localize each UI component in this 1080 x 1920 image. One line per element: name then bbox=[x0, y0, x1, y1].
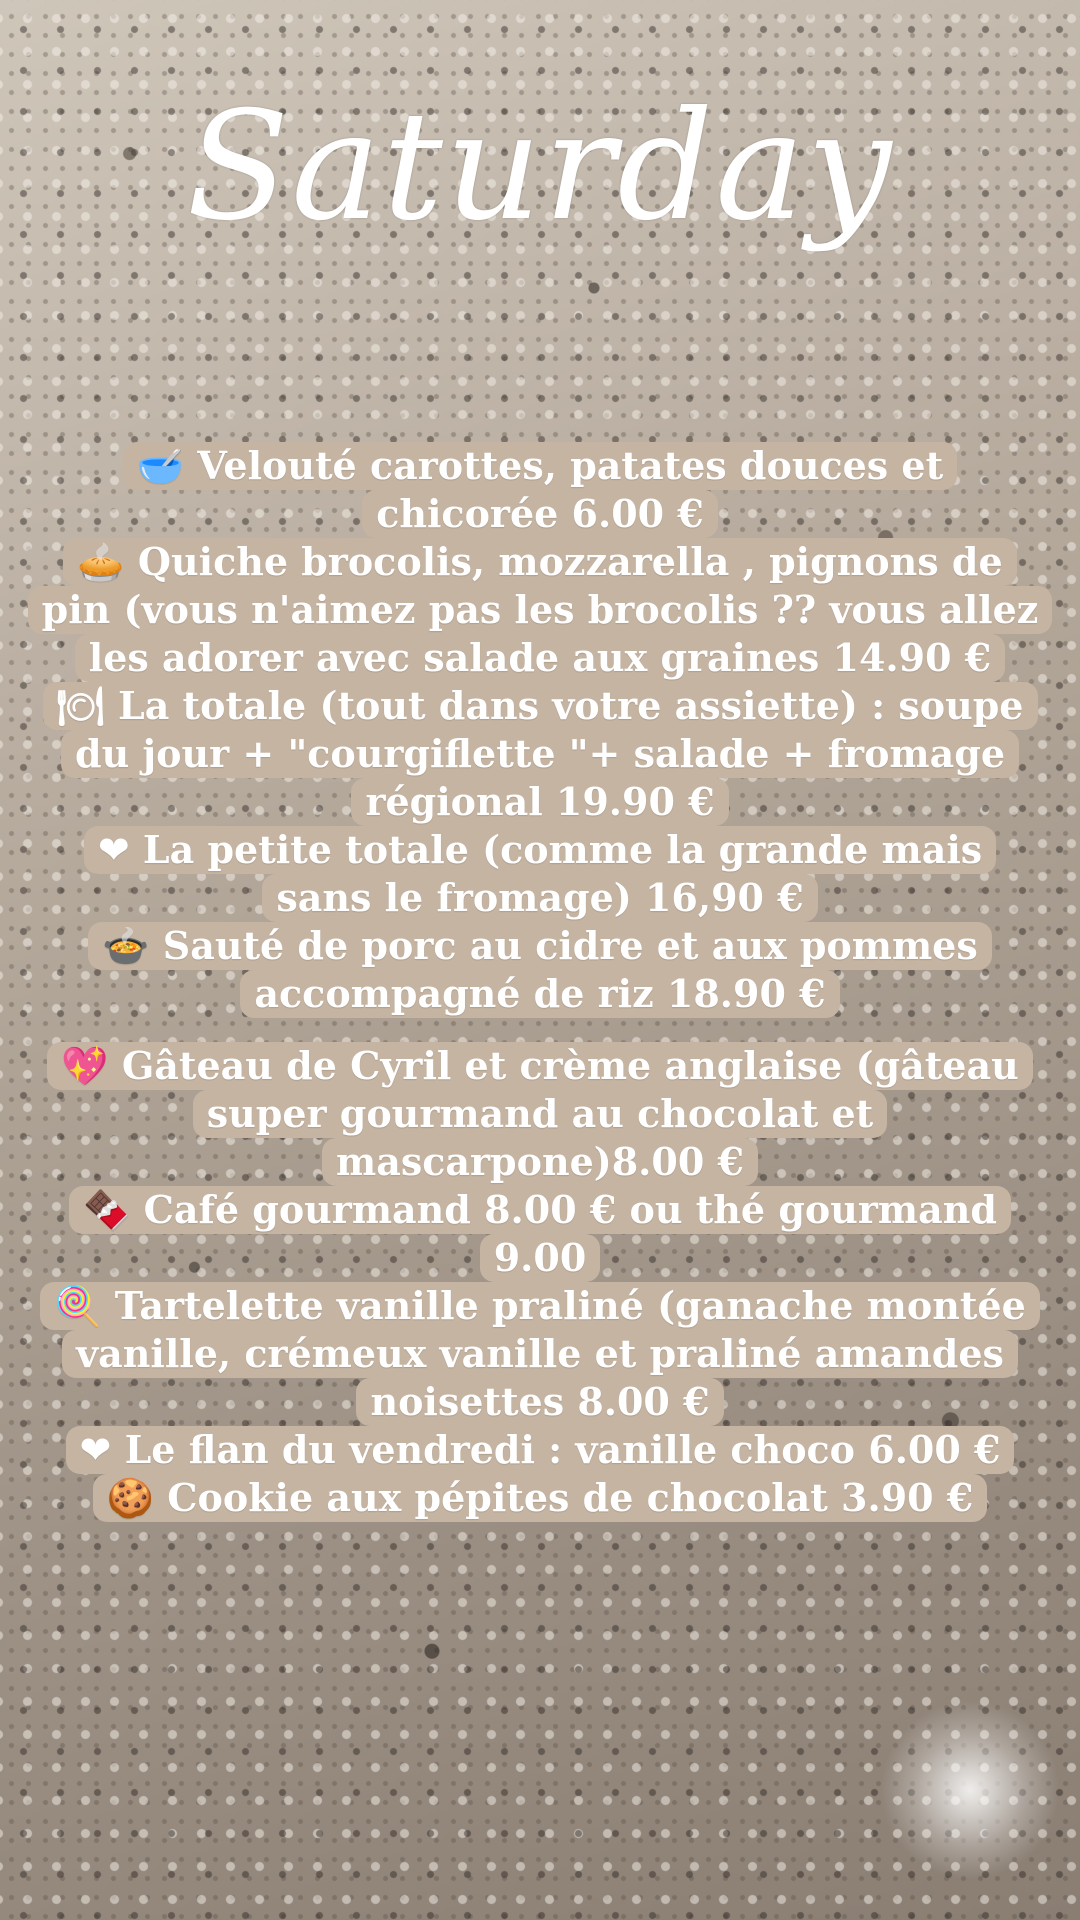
menu-item-text: sans le fromage) 16,90 € bbox=[276, 875, 804, 920]
menu-item-line bbox=[75, 634, 1005, 682]
pot-icon: 🍲 bbox=[102, 924, 150, 968]
menu-item-text: Sauté de porc au cidre et aux pommes bbox=[149, 923, 978, 968]
menu-item-line bbox=[69, 1186, 1011, 1234]
menu-item-line bbox=[66, 1426, 1015, 1474]
menu-item-text: noisettes 8.00 € bbox=[370, 1379, 710, 1424]
menu-item-text: Gâteau de Cyril et crème anglaise (gâteau bbox=[108, 1043, 1019, 1088]
menu-item-text: pin (vous n'aimez pas les brocolis ?? vous allez bbox=[41, 587, 1039, 632]
menu-item-line bbox=[123, 442, 957, 490]
pie-icon: 🥧 bbox=[77, 540, 125, 584]
menu-item-text: La totale (tout dans votre assiette) : soupe bbox=[104, 683, 1024, 728]
menu-item-text: Le flan du vendredi : vanille choco 6.00 € bbox=[111, 1427, 1001, 1472]
plate-icon: 🍽 bbox=[56, 684, 105, 728]
menu-item-line bbox=[88, 922, 992, 970]
sparkling-heart-icon: 💖 bbox=[61, 1044, 109, 1088]
menu-item-text: chicorée 6.00 € bbox=[376, 491, 704, 536]
menu-item-text: mascarpone)8.00 € bbox=[336, 1139, 744, 1184]
menu-item-text: les adorer avec salade aux graines 14.90 € bbox=[88, 635, 992, 680]
menu-item-line bbox=[262, 874, 817, 922]
menu-item-line bbox=[362, 490, 718, 538]
menu-item-text: Cookie aux pépites de chocolat 3.90 € bbox=[154, 1475, 974, 1520]
menu-item-line bbox=[40, 1282, 1040, 1330]
lollipop-icon: 🍭 bbox=[54, 1284, 102, 1328]
heart-icon: ❤ bbox=[97, 828, 130, 872]
menu-item-text: La petite totale (comme la grande mais bbox=[129, 827, 983, 872]
menu-list bbox=[20, 442, 1060, 1522]
menu-item-text: Café gourmand 8.00 € ou thé gourmand bbox=[130, 1187, 997, 1232]
menu-item-line bbox=[193, 1090, 887, 1138]
story-title: Saturday bbox=[186, 80, 894, 254]
menu-item-line bbox=[84, 826, 996, 874]
light-glare bbox=[880, 1700, 1060, 1880]
menu-item-line bbox=[63, 538, 1016, 586]
menu-item-line bbox=[356, 1378, 723, 1426]
menu-item-text: du jour + "courgiflette "+ salade + fromage bbox=[75, 731, 1005, 776]
bowl-icon: 🥣 bbox=[136, 444, 185, 488]
chocolate-icon: 🍫 bbox=[83, 1188, 131, 1232]
menu-item-line bbox=[93, 1474, 988, 1522]
cookie-icon: 🍪 bbox=[106, 1476, 155, 1520]
menu-item-text: Velouté carottes, patates douces et bbox=[184, 443, 944, 488]
menu-item-line bbox=[351, 778, 728, 826]
menu-item-line bbox=[62, 1330, 1018, 1378]
menu-item-line bbox=[43, 682, 1038, 730]
menu-item-line bbox=[28, 586, 1053, 634]
menu-item-line bbox=[47, 1042, 1032, 1090]
menu-item-text: Tartelette vanille praliné (ganache montée bbox=[101, 1283, 1026, 1328]
menu-item-line bbox=[322, 1138, 758, 1186]
heart-icon: ❤ bbox=[79, 1428, 112, 1472]
menu-item-line bbox=[480, 1234, 601, 1282]
menu-item-line bbox=[61, 730, 1019, 778]
menu-item-line bbox=[240, 970, 839, 1018]
menu-item-text: Quiche brocolis, mozzarella , pignons de bbox=[124, 539, 1003, 584]
menu-item-text: accompagné de riz 18.90 € bbox=[254, 971, 826, 1016]
menu-item-text: régional 19.90 € bbox=[365, 779, 715, 824]
menu-item-text: vanille, crémeux vanille et praliné amandes bbox=[76, 1331, 1004, 1376]
menu-item-text: 9.00 bbox=[493, 1235, 587, 1280]
menu-item-text: super gourmand au chocolat et bbox=[206, 1091, 874, 1136]
